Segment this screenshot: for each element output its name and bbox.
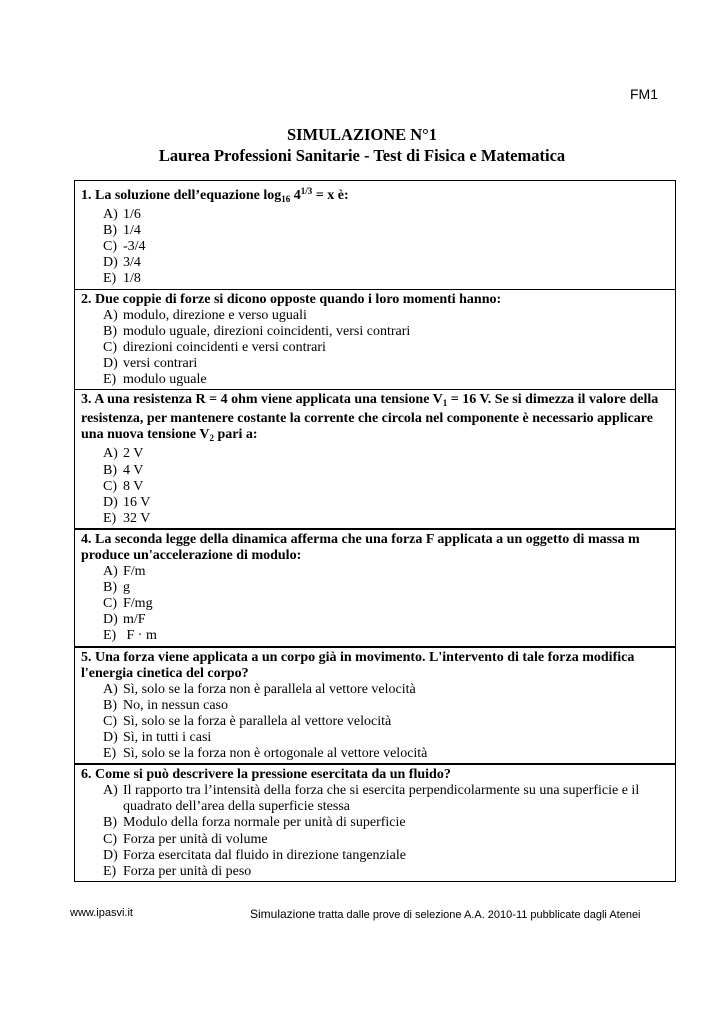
option-d — [81, 848, 671, 864]
option-letter: E) — [103, 863, 117, 879]
question-5-text: 5. Una forza viene applicata a un corpo già in movimento. L'intervento di tale forza modifica l'energia cinetica del corpo? — [81, 649, 635, 681]
option-text: modulo uguale — [123, 372, 207, 388]
footer-note — [250, 907, 641, 921]
question-5 — [75, 646, 675, 764]
option-text: F · m — [123, 628, 157, 644]
question-4-text: 4. La seconda legge della dinamica afferma che una forza F applicata a un oggetto di massa m produce un'accelerazione di modulo: — [81, 531, 640, 563]
option-letter: D) — [103, 847, 118, 863]
option-b — [81, 815, 671, 831]
option-d — [81, 495, 671, 511]
option-c — [81, 832, 671, 848]
option-d — [81, 612, 671, 628]
option-letter: B) — [103, 580, 117, 596]
option-letter: C) — [103, 239, 117, 255]
option-letter: D) — [103, 730, 118, 745]
document-title — [0, 124, 724, 166]
option-a — [81, 564, 671, 580]
title-line-2: Laurea Professioni Sanitarie - Test di Fisica e Matematica — [158, 146, 566, 165]
option-text: 32 V — [123, 510, 151, 526]
option-text: -3/4 — [123, 239, 146, 255]
option-text: 1/4 — [123, 223, 141, 239]
question-6-text: 6. Come si può descrivere la pressione esercitata da un fluido? — [81, 767, 451, 783]
option-text: F/m — [123, 564, 146, 580]
question-2 — [75, 289, 675, 390]
option-c — [81, 479, 671, 495]
option-letter: A) — [103, 446, 118, 462]
option-a — [81, 783, 671, 815]
option-text: versi contrari — [123, 355, 198, 371]
option-b — [81, 463, 671, 479]
option-a — [81, 446, 671, 462]
option-letter: E) — [103, 746, 117, 762]
option-letter: A) — [103, 207, 118, 223]
option-text: modulo, direzione e verso uguali — [123, 307, 307, 323]
document-code: FM1 — [630, 86, 658, 102]
option-text: modulo uguale, direzioni coincidenti, versi contrari — [123, 323, 411, 339]
option-letter: E) — [103, 628, 117, 644]
option-letter: A) — [103, 681, 118, 697]
option-e — [81, 372, 671, 388]
option-text: g — [123, 580, 130, 596]
footer-note-lead: Simulazione — [250, 907, 316, 921]
option-b — [81, 698, 671, 714]
option-letter: B) — [103, 223, 117, 239]
option-text: Modulo della forza normale per unità di superficie — [123, 815, 406, 831]
option-text: Forza per unità di volume — [123, 831, 268, 847]
question-4 — [75, 528, 675, 646]
option-e — [81, 628, 671, 644]
option-letter: B) — [103, 462, 117, 478]
option-letter: D) — [103, 255, 118, 271]
voltage-subscript-1: 1 — [442, 398, 448, 409]
option-c — [81, 340, 671, 356]
option-text: No, in nessun caso — [123, 697, 228, 713]
question-1-text-c: = x è: — [312, 188, 349, 203]
option-c — [81, 596, 671, 612]
option-text: 16 V — [123, 494, 151, 510]
footer-site-link[interactable]: www.ipasvi.it — [70, 907, 133, 919]
option-e — [81, 271, 671, 287]
option-text: 1/8 — [123, 271, 141, 287]
option-b — [81, 580, 671, 596]
option-letter: D) — [103, 494, 118, 510]
option-d — [81, 730, 671, 746]
question-3-text-c: pari a: — [214, 427, 258, 443]
option-e — [81, 511, 671, 527]
option-c — [81, 714, 671, 730]
question-2-text: 2. Due coppie di forze si dicono opposte quando i loro momenti hanno: — [81, 291, 502, 307]
option-text: 4 V — [123, 462, 144, 478]
option-letter: D) — [103, 612, 118, 628]
option-e — [81, 864, 671, 880]
option-letter: B) — [103, 697, 117, 713]
option-b — [81, 223, 671, 239]
option-letter: E) — [103, 510, 117, 526]
option-text: 1/6 — [123, 207, 141, 223]
question-6 — [75, 763, 675, 881]
option-text: Sì, solo se la forza non è ortogonale al vettore velocità — [123, 746, 428, 762]
option-text: Forza per unità di peso — [123, 863, 252, 879]
question-3-text-a: 3. A una resistenza R = 4 ohm viene applicata una tensione V — [81, 392, 443, 408]
option-b — [81, 324, 671, 340]
option-d — [81, 356, 671, 372]
question-1-text-a: 1. La soluzione dell’equazione log — [81, 188, 282, 203]
option-text: Sì, solo se la forza è parallela al vettore velocità — [123, 713, 392, 729]
option-a — [81, 308, 671, 324]
exponent-superscript: 1/3 — [300, 186, 313, 196]
option-text: Sì, solo se la forza non è parallela al vettore velocità — [123, 681, 416, 697]
log-base-subscript: 16 — [281, 194, 291, 204]
option-letter: A) — [103, 783, 118, 799]
option-letter: A) — [103, 564, 118, 580]
title-line-1: SIMULAZIONE N°1 — [286, 125, 438, 144]
option-text: direzioni coincidenti e versi contrari — [123, 339, 326, 355]
question-1-text — [81, 183, 671, 207]
voltage-subscript-2: 2 — [209, 433, 215, 444]
question-1 — [75, 181, 675, 289]
option-letter: A) — [103, 307, 118, 323]
option-e — [81, 746, 671, 762]
option-letter: E) — [103, 372, 117, 388]
option-letter: B) — [103, 815, 117, 831]
option-letter: E) — [103, 271, 117, 287]
option-letter: C) — [103, 831, 117, 847]
option-a — [81, 207, 671, 223]
option-d — [81, 255, 671, 271]
option-c — [81, 239, 671, 255]
question-3-text — [81, 392, 671, 446]
questions-table — [74, 180, 676, 882]
option-text: 8 V — [123, 478, 144, 494]
option-text: Forza esercitata dal fluido in direzione tangenziale — [123, 847, 406, 863]
question-1-text-b: 4 — [290, 188, 301, 203]
option-letter: D) — [103, 355, 118, 371]
option-letter: B) — [103, 323, 117, 339]
option-text: Il rapporto tra l’intensità della forza che si esercita perpendicolarmente su una superficie e il quadrato dell’area della superficie stessa — [123, 783, 640, 815]
option-letter: C) — [103, 713, 117, 729]
footer-note-rest: tratta dalle prove di selezione A.A. 2010-11 pubblicate dagli Atenei — [315, 909, 641, 921]
option-text: 2 V — [123, 446, 144, 462]
question-3-text-b: = 16 V. Se si dimezza il valore della resistenza, per mantenere costante la corrente che circola nel componente è necessario applicare una nuova tensione V — [81, 392, 659, 443]
option-letter: C) — [103, 478, 117, 494]
option-text: Sì, in tutti i casi — [123, 730, 212, 745]
option-text: 3/4 — [123, 255, 141, 271]
option-text: F/mg — [123, 596, 153, 612]
option-a — [81, 682, 671, 698]
option-letter: C) — [103, 596, 117, 612]
option-letter: C) — [103, 339, 117, 355]
question-3 — [75, 389, 675, 528]
option-text: m/F — [123, 612, 146, 628]
